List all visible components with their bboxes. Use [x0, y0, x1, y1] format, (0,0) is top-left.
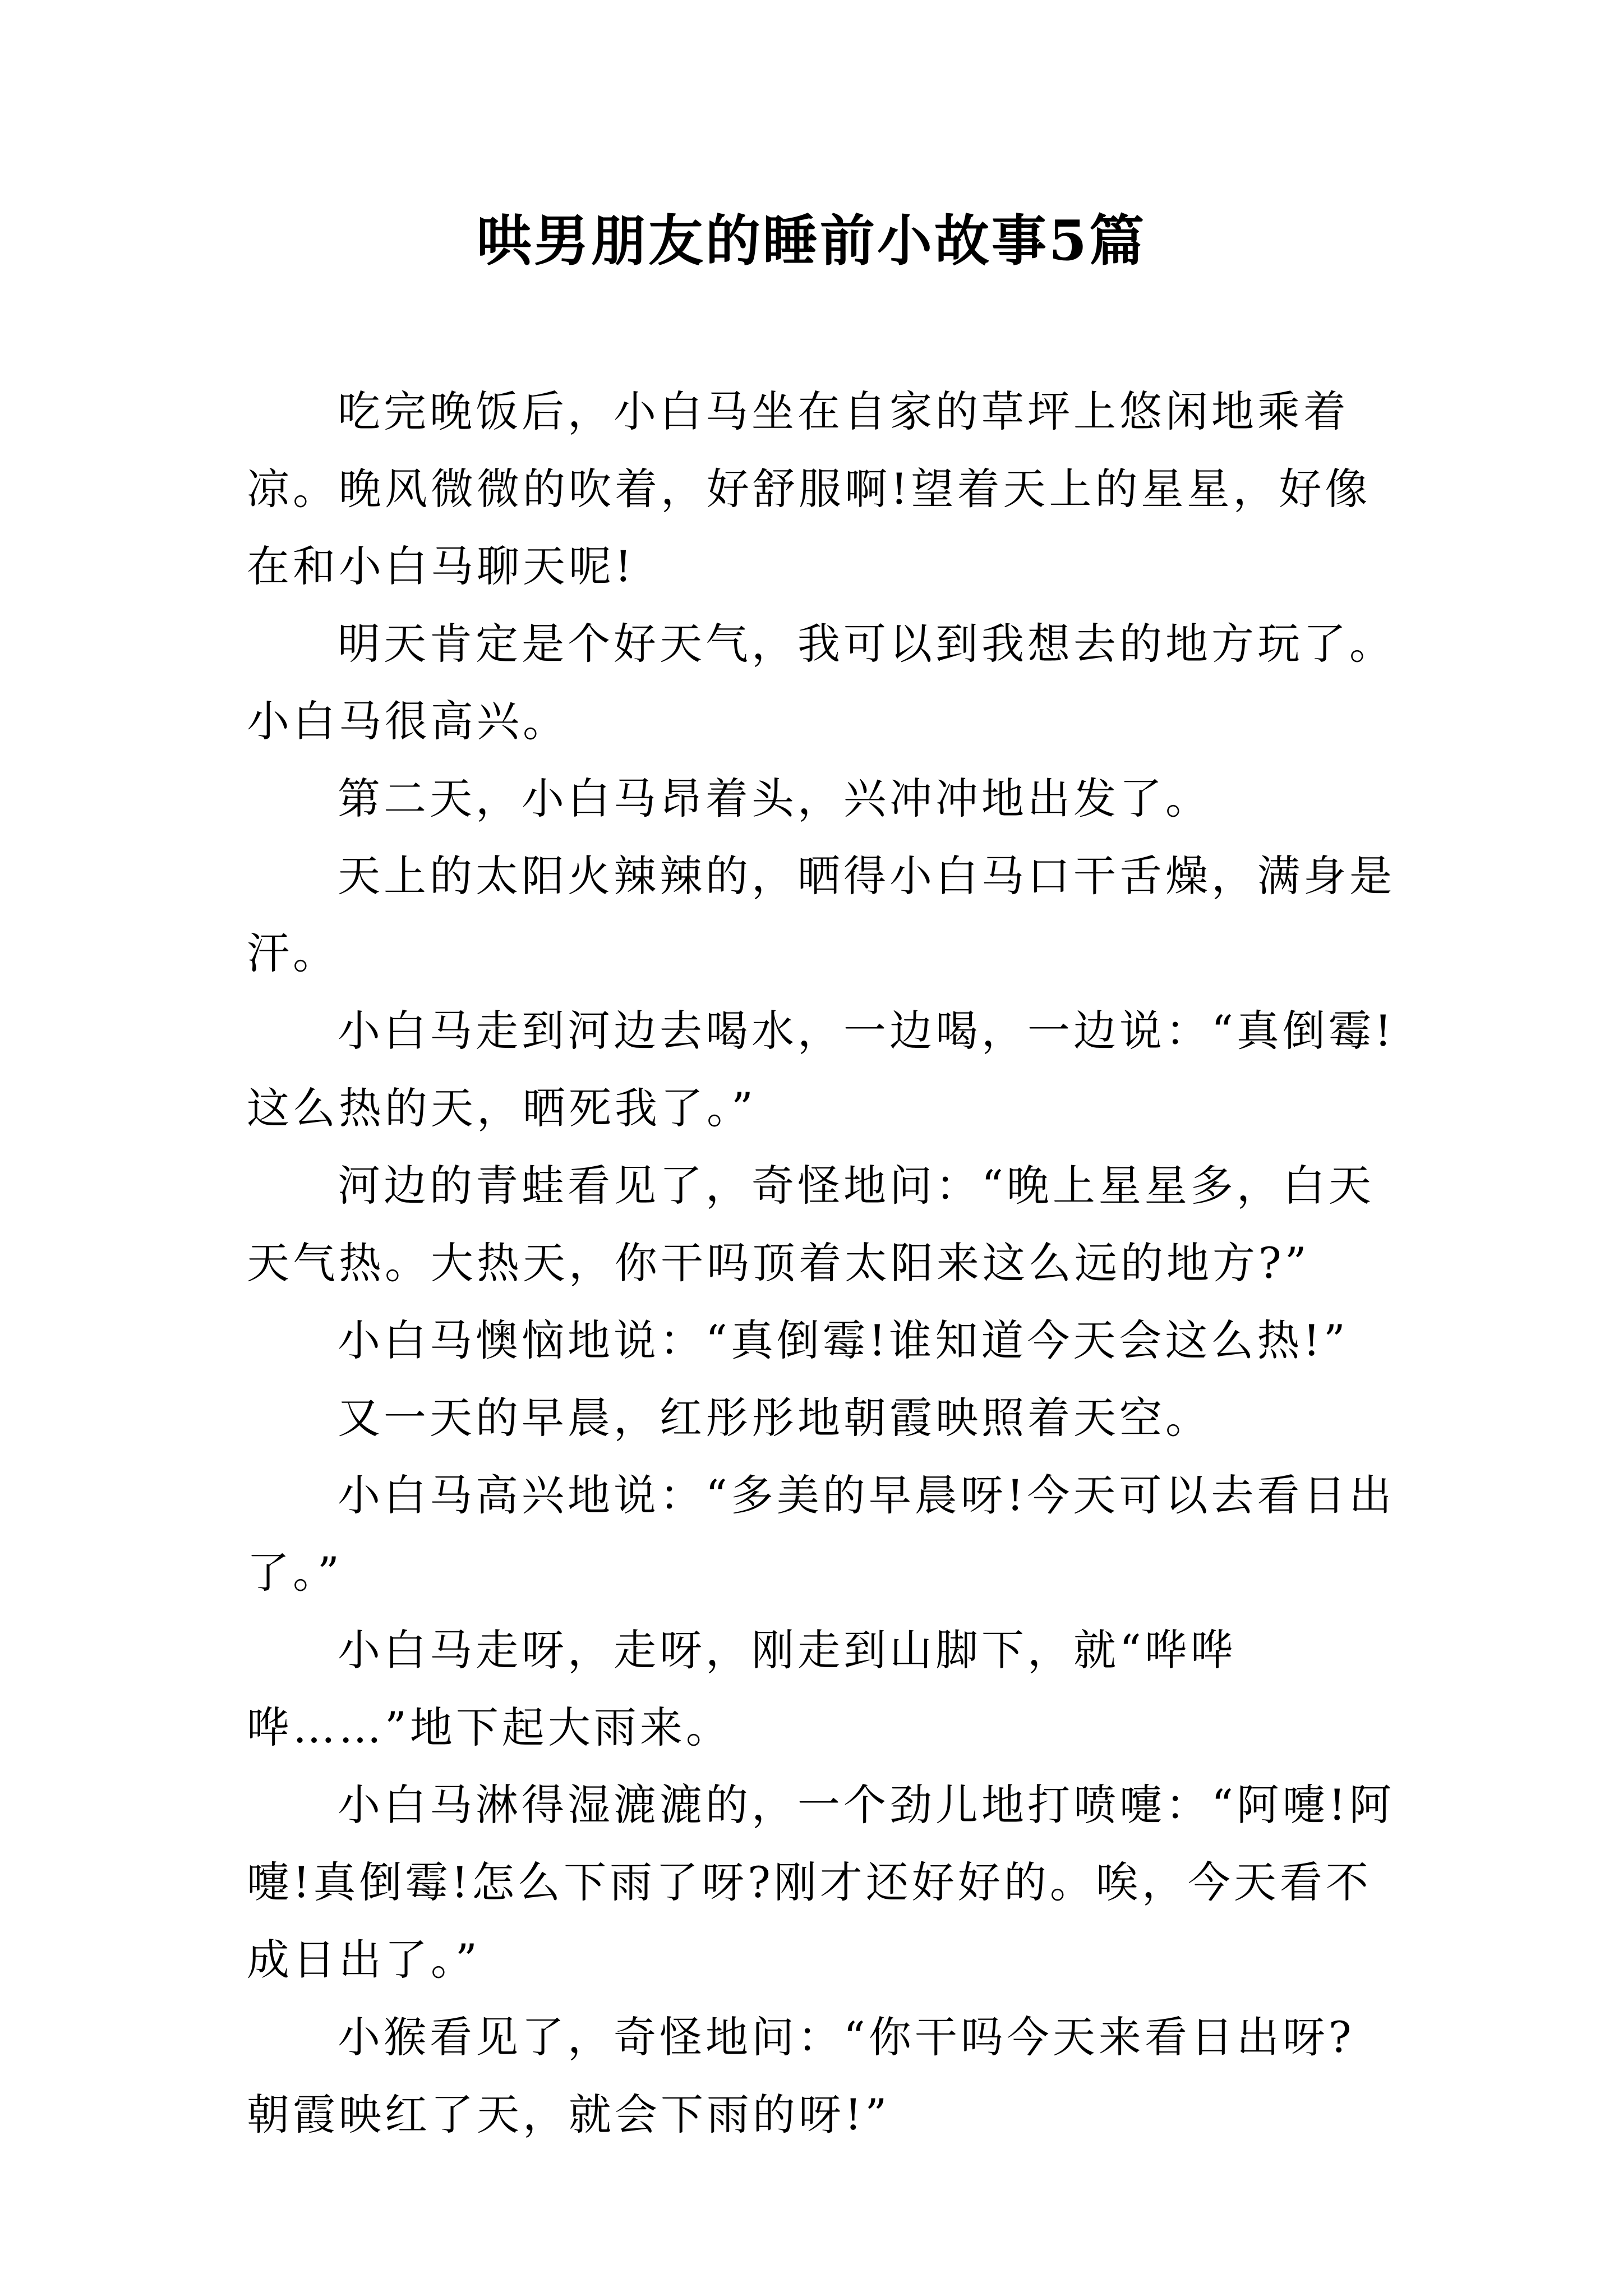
paragraph-8: 又一天的早晨，红彤彤地朝霞映照着天空。 [338, 1393, 1211, 1443]
paragraph-11: 小白马淋得湿漉漉的，一个劲儿地打喷嚏：“阿嚏!阿嚏!真倒霉!怎么下雨了呀?刚才还好好的。唉，今天看不成日出了。” [247, 1780, 1395, 1985]
paragraph-5: 小白马走到河边去喝水，一边喝，一边说：“真倒霉!这么热的天，晒死我了。” [247, 1006, 1395, 1133]
paragraph-7: 小白马懊恼地说：“真倒霉!谁知道今天会这么热!” [338, 1315, 1349, 1365]
paragraph-3: 第二天，小白马昂着头，兴冲冲地出发了。 [338, 774, 1211, 823]
document-body [247, 373, 1396, 2154]
paragraph-10: 小白马走呀，走呀，刚走到山脚下，就“哗哗哗……”地下起大雨来。 [247, 1625, 1237, 1752]
paragraph-6: 河边的青蛙看见了，奇怪地问：“晚上星星多，白天天气热。大热天，你干吗顶着太阳来这么远的地方?” [247, 1161, 1375, 1288]
paragraph-9: 小白马高兴地说：“多美的早晨呀!今天可以去看日出了。” [247, 1470, 1395, 1598]
document-title: 哄男朋友的睡前小故事5篇 [476, 209, 1147, 273]
paragraph-2: 明天肯定是个好天气，我可以到我想去的地方玩了。小白马很高兴。 [247, 619, 1395, 746]
paragraph-4: 天上的太阳火辣辣的，晒得小白马口干舌燥，满身是汗。 [247, 851, 1395, 978]
paragraph-1: 吃完晚饭后，小白马坐在自家的草坪上悠闲地乘着凉。晚风微微的吹着，好舒服啊!望着天上的星星，好像在和小白马聊天呢! [247, 386, 1371, 591]
paragraph-12: 小猴看见了，奇怪地问：“你干吗今天来看日出呀?朝霞映红了天，就会下雨的呀!” [247, 2012, 1355, 2139]
